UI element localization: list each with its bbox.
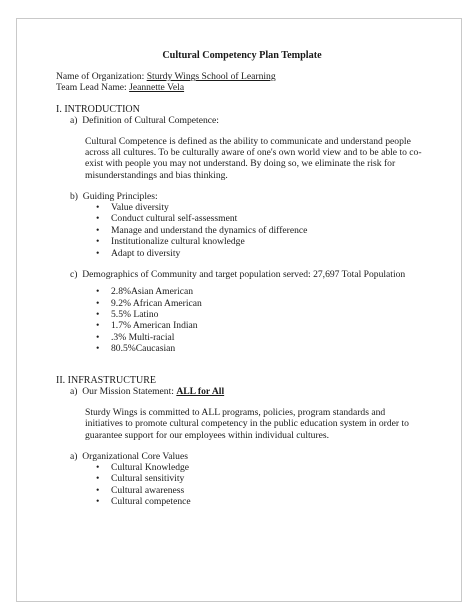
list-item: • 5.5% Latino: [96, 309, 428, 320]
core-values-label: a) Organizational Core Values: [70, 450, 188, 462]
definition-label: a) Definition of Cultural Competence:: [70, 114, 219, 126]
list-item: • Conduct cultural self-assessment: [96, 213, 428, 224]
section-infrastructure-heading: II. INFRASTRUCTURE: [56, 374, 157, 386]
list-item: • 1.7% American Indian: [96, 320, 428, 331]
list-item: • .3% Multi-racial: [96, 332, 428, 343]
list-item: • Cultural Knowledge: [96, 462, 428, 473]
demographics-label: c) Demographics of Community and target population served: 27,697 Total Population: [70, 269, 406, 281]
organization-name: Sturdy Wings School of Learning: [146, 71, 276, 83]
team-lead-line: [56, 82, 428, 93]
list-item: • Cultural awareness: [96, 485, 428, 496]
organization-label: Name of Organization:: [56, 71, 145, 83]
document-body: [56, 50, 428, 508]
document-title: Cultural Competency Plan Template: [162, 50, 322, 61]
mission-statement-value: ALL for All: [176, 385, 225, 397]
core-values-list: [56, 462, 428, 508]
definition-paragraph: Cultural Competence is defined as the ability to communicate and understand people across all cultures. To be culturally aware of one's own world view and to be able to co-exist with people you may not understand. By doing so, we eliminate the risk for misunderstandings and bias thinking.: [85, 136, 422, 181]
list-item: • 2.8%Asian American: [96, 286, 428, 297]
list-item: • Cultural sensitivity: [96, 473, 428, 484]
list-item: • Institutionalize cultural knowledge: [96, 236, 428, 247]
list-item: • Cultural competence: [96, 496, 428, 507]
guiding-principles-label: b) Guiding Principles:: [70, 190, 158, 202]
list-item: • Manage and understand the dynamics of difference: [96, 225, 428, 236]
list-item: • Value diversity: [96, 202, 428, 213]
list-item: • 9.2% African American: [96, 298, 428, 309]
organization-line: [56, 71, 428, 82]
list-item: • Adapt to diversity: [96, 248, 428, 259]
section-introduction-heading: I. INTRODUCTION: [56, 103, 140, 115]
team-lead-name: Jeannette Vela: [129, 82, 185, 94]
team-lead-label: Team Lead Name:: [56, 82, 127, 94]
guiding-principles-list: [56, 202, 428, 259]
mission-statement-label: a) Our Mission Statement:: [70, 385, 174, 397]
demographics-list: [56, 286, 428, 354]
list-item: • 80.5%Caucasian: [96, 343, 428, 354]
mission-paragraph: Sturdy Wings is committed to ALL programs, policies, program standards and initiatives to promote cultural competency in the public education system in order to guarantee support for our employees within individual cultures.: [85, 407, 409, 441]
mission-statement-line: [70, 386, 428, 397]
